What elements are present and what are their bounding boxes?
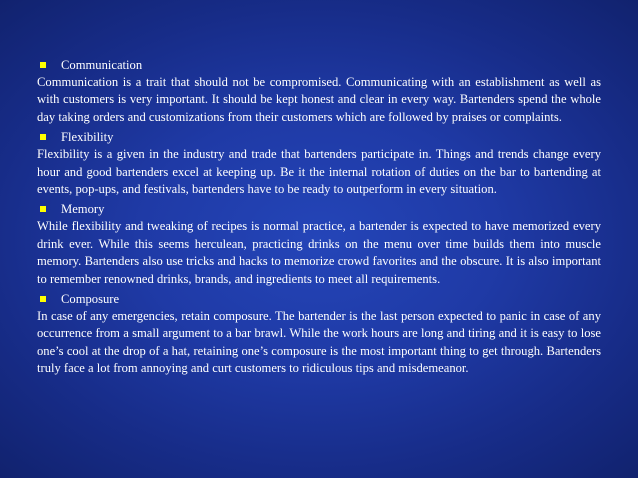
section-body: In case of any emergencies, retain composure. The bartender is the last person expected to panic in case of any occurrence from a small argument to a bar brawl. While the work hours are long and tiring and it is easy to lose one’s cool at the drop of a hat, retaining one’s composure is the most important thing to get through. Bartenders truly face a lot from annoying and curt customers to ridiculous tips and misdemeanor. <box>37 309 601 376</box>
section-heading <box>37 201 601 217</box>
section-body: While flexibility and tweaking of recipes is normal practice, a bartender is expected to have memorized every drink ever. While this seems herculean, practicing drinks on the menu over time builds them into muscle memory. Bartenders also use tricks and hacks to memorize crowd favorites and the obscure. It is also important to remember renowned drinks, brands, and ingredients to meet all requirements. <box>37 219 601 286</box>
section-body: Communication is a trait that should not be compromised. Communicating with an establishment as well as with customers is very important. It should be kept honest and clear in every way. Bartenders spend the whole day taking orders and customizations from their customers which are followed by praises or complaints. <box>37 75 601 124</box>
section-heading-text: Communication <box>61 58 143 72</box>
square-bullet-icon <box>40 62 46 68</box>
section-heading <box>37 57 601 73</box>
section-heading-text: Flexibility <box>61 130 114 145</box>
section-flexibility <box>37 129 601 198</box>
section-memory <box>37 201 601 288</box>
section-heading-text: Memory <box>61 202 105 217</box>
section-body: Flexibility is a given in the industry and trade that bartenders participate in. Things and trends change every hour and good bartenders excel at keeping up. Be it the internal rotation of duties on the bar to bartending at events, pop-ups, and festivals, bartenders have to be ready to outperform in every situation. <box>37 147 601 197</box>
square-bullet-icon <box>40 296 46 302</box>
slide-content <box>37 57 601 381</box>
section-composure <box>37 291 601 378</box>
section-heading-text: Composure <box>61 292 120 307</box>
square-bullet-icon <box>40 134 46 140</box>
section-heading <box>37 129 601 145</box>
section-heading <box>37 291 601 307</box>
square-bullet-icon <box>40 206 46 212</box>
section-communication <box>37 57 601 126</box>
